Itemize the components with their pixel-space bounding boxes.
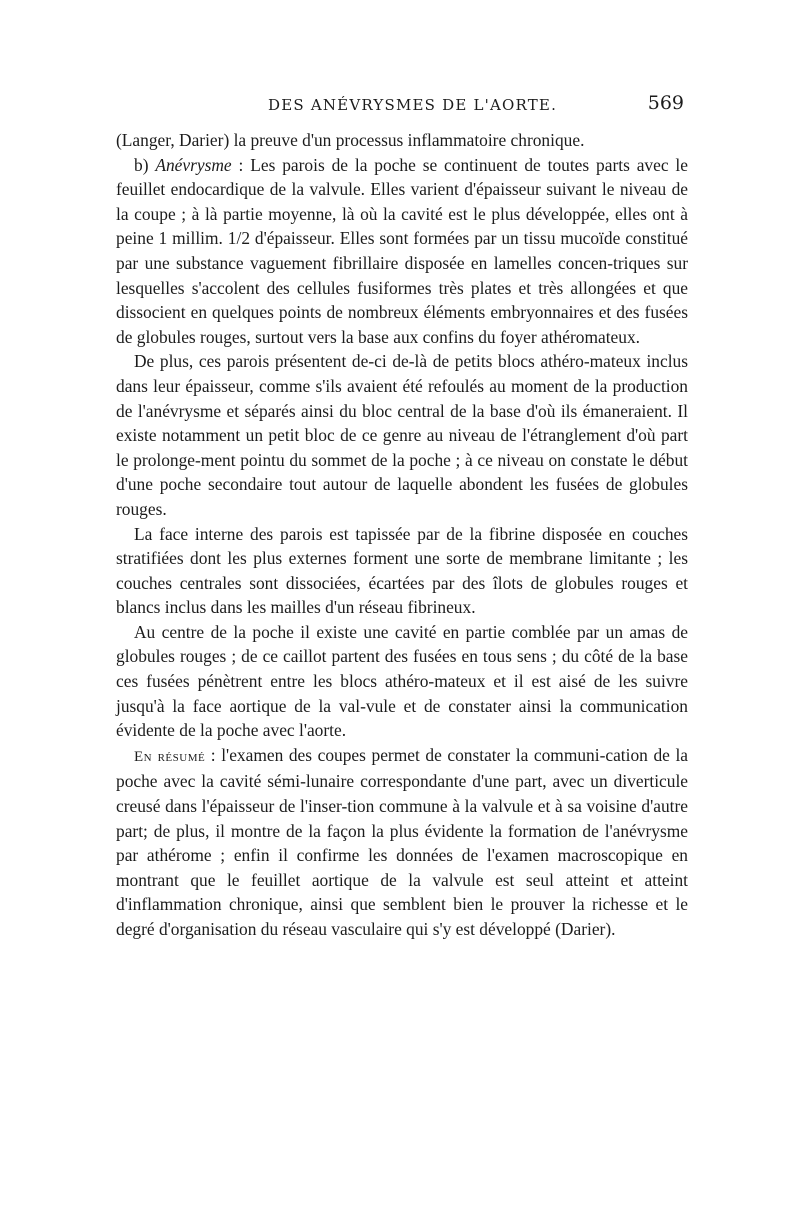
paragraph-summary [116,743,688,942]
summary-lead: En résumé [134,748,206,765]
body-text [116,128,688,942]
paragraph-aneurysm [116,153,688,350]
running-header [118,92,684,122]
paragraph-continuation: (Langer, Darier) la preuve d'un processus inflammatoire chronique. [116,130,585,150]
paragraph-center: Au centre de la poche il existe une cavité en partie comblée par un amas de globules rouges ; de ce caillot partent des fusées en tous sens ; du côté de la base ces fusées pénètrent entre les blocs athéro-mateux et il est aisé de les suivre jusqu'à la face aortique de la val-vule et de constater ainsi la communication évidente de la poche avec l'aorte. [116,621,688,741]
paragraph-text: : Les parois de la poche se continuent de toutes parts avec le feuillet endocardique de la valvule. Elles varient d'épaisseur suivant le niveau de la coupe ; à là partie moyenne, là où la cavité est le plus développée, elles ont à peine 1 millim. 1/2 d'épaisseur. Elles sont formées par un tissu mucoïde constitué par une substance vaguement fibrillaire disposée en lamelles concen-triques sur lesquelles s'accolent des cellules fusiformes très plates et très allongées et que dissocient en quelques points de nombreux éléments embryonnaires et des fusées de globules rouges, surtout vers la base aux confins du foyer athéromateux. [116,154,688,347]
paragraph-walls: De plus, ces parois présentent de-ci de-là de petits blocs athéro-mateux inclus dans leur épaisseur, comme s'ils avaient été refoulés au moment de la production de l'anévrysme et séparés ainsi du bloc central de la base d'où ils émaneraient. Il existe notamment un petit bloc de ce genre au niveau de l'étranglement d'où part le prolonge-ment pointu du sommet de la poche ; à ce niveau on constate le début d'une poche secondaire tout autour de laquelle abondent les fusées de globules rouges. [116,351,688,519]
page-number: 569 [647,92,684,114]
item-marker: b) [134,154,156,175]
paragraph-text: : l'examen des coupes permet de constater la communi-cation de la poche avec la cavité sémi-lunaire correspondante d'une part, avec un diverticule creusé dans l'épaisseur de l'inser-tion commune à la valvule et à sa voisine d'autre part; de plus, il montre de la façon la plus évidente la formation de l'anévrysme par athérome ; enfin il confirme les données de l'examen macroscopique en montrant que le feuillet aortique de la valvule est seul atteint et atteint d'inflammation chronique, ainsi que semblent bien le prouver la richesse et le degré d'organisation du réseau vasculaire qui s'y est développé (Darier). [116,744,688,939]
running-title: DES ANÉVRYSMES DE L'AORTE. [268,96,558,114]
paragraph-inner-face: La face interne des parois est tapissée par de la fibrine disposée en couches stratifiées dont les plus externes forment une sorte de membrane limitante ; les couches centrales sont dissociées, écartées par des îlots de globules rouges et blancs inclus dans les mailles d'un réseau fibrineux. [116,523,688,618]
section-term: Anévrysme [155,154,232,175]
